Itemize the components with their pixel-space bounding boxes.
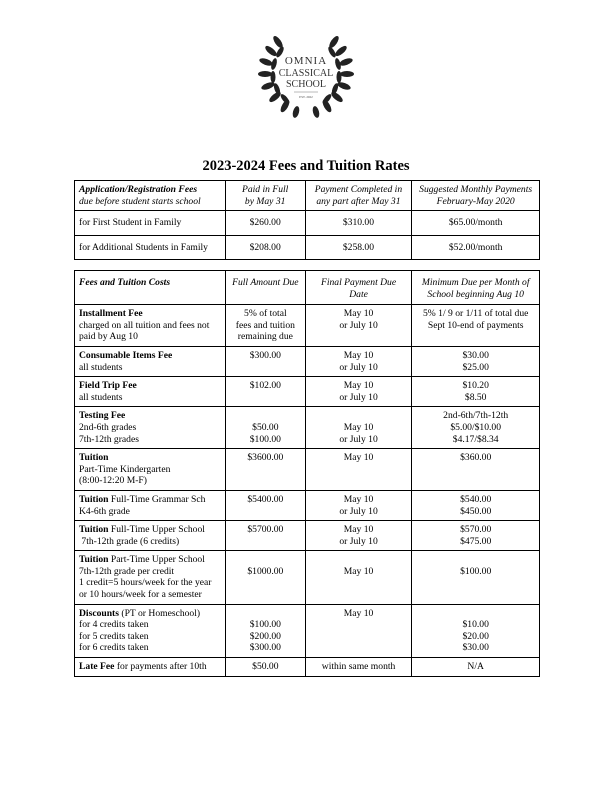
cell-line: $300.00 (249, 349, 281, 361)
due-date-cell (305, 377, 412, 407)
cell-line: $540.00 (460, 493, 492, 505)
cell-line: May 10 (343, 349, 374, 361)
header-line: by May 31 (244, 195, 286, 207)
fees-table-body (75, 305, 540, 676)
monthly-min-cell (412, 407, 540, 449)
fee-description-cell (75, 521, 226, 551)
header-title: Fees and Tuition Costs (79, 277, 171, 288)
cell-line: $4.17/$8.34 (452, 433, 499, 445)
fee-name (79, 554, 221, 566)
cell-line: May 10 (343, 380, 374, 392)
fee-description-cell (75, 449, 226, 491)
monthly-min-cell (412, 449, 540, 491)
cell-line: $3600.00 (247, 452, 284, 464)
header-line: Minimum Due per Month of (421, 277, 530, 288)
fee-name-bold: Testing Fee (79, 410, 126, 422)
fee-detail: K4-6th grade (79, 505, 130, 517)
cell-line: or July 10 (339, 361, 378, 373)
table-cell: for First Student in Family (75, 211, 226, 236)
column-header (412, 181, 540, 211)
fee-detail: or 10 hours/week for a semester (79, 589, 202, 601)
fee-detail: charged on all tuition and fees not (79, 319, 210, 331)
monthly-min-cell (412, 658, 540, 677)
monthly-min-cell (412, 490, 540, 520)
fee-detail: 1 credit=5 hours/week for the year (79, 577, 212, 589)
amount-cell (225, 658, 305, 677)
table-cell: $310.00 (305, 211, 412, 236)
monthly-min-cell (412, 521, 540, 551)
fee-detail: 2nd-6th grades (79, 421, 137, 433)
header-title: Application/Registration Fees (79, 184, 198, 195)
fee-detail: 7th-12th grades (79, 433, 139, 445)
fee-name-rest: Full-Time Upper School (108, 524, 205, 536)
cell-line: $10.00 (462, 619, 489, 631)
cell-line: $475.00 (460, 535, 492, 547)
table-cell: for Additional Students in Family (75, 235, 226, 260)
fee-description-cell (75, 305, 226, 347)
fee-detail: (8:00-12:20 M-F) (79, 475, 147, 487)
cell-line: $100.00 (249, 619, 281, 631)
fee-detail: paid by Aug 10 (79, 331, 138, 343)
cell-line: $50.00 (252, 421, 279, 433)
cell-line: $300.00 (249, 642, 281, 654)
laurel-wreath-icon (256, 22, 356, 122)
column-header (75, 181, 226, 211)
amount-cell (225, 521, 305, 551)
due-date-cell (305, 305, 412, 347)
column-header (412, 271, 540, 305)
table-row (75, 604, 540, 657)
column-header (305, 271, 412, 305)
table-row (75, 521, 540, 551)
cell-line: $450.00 (460, 505, 492, 517)
fee-detail: 7th-12th grade per credit (79, 565, 175, 577)
table-cell: $258.00 (305, 235, 412, 260)
fee-name (79, 524, 221, 536)
monthly-min-cell (412, 551, 540, 604)
table-header-row (75, 271, 540, 305)
cell-line: $25.00 (462, 361, 489, 373)
column-header (225, 181, 305, 211)
header-line: Date (349, 288, 368, 300)
column-header (225, 271, 305, 305)
logo-text-line2: CLASSICAL (278, 68, 334, 79)
due-date-cell (305, 604, 412, 657)
cell-line: May 10 (343, 493, 374, 505)
cell-line: $570.00 (460, 524, 492, 536)
table-row (75, 377, 540, 407)
fee-name-bold: Installment Fee (79, 308, 143, 320)
fee-name-bold: Tuition (79, 554, 109, 566)
spacer (310, 410, 408, 422)
cell-line: Sept 10-end of payments (427, 319, 524, 331)
cell-line: $30.00 (462, 642, 489, 654)
table-row (75, 346, 540, 376)
fee-name-rest: for payments after 10th (114, 661, 207, 673)
cell-line: May 10 (343, 607, 374, 619)
fee-name (79, 661, 221, 673)
header-line: School beginning Aug 10 (427, 288, 524, 300)
amount-cell (225, 604, 305, 657)
fee-name-rest: Part-Time Upper School (108, 554, 205, 566)
column-header (305, 181, 412, 211)
header-line: Suggested Monthly Payments (419, 184, 533, 195)
fee-detail: for 5 credits taken (79, 630, 149, 642)
fee-name-bold: Tuition (79, 452, 109, 464)
table-row (75, 407, 540, 449)
table-row (75, 235, 540, 260)
fee-detail: all students (79, 361, 123, 373)
spacer (416, 554, 535, 566)
logo-text-line3: SCHOOL (285, 79, 327, 90)
cell-line: $5700.00 (247, 524, 284, 536)
cell-line: or July 10 (339, 535, 378, 547)
amount-cell (225, 377, 305, 407)
fee-description-cell (75, 551, 226, 604)
fees-tuition-table (74, 270, 540, 677)
fee-name-rest: (PT or Homeschool) (118, 607, 201, 619)
fee-name-bold: Field Trip Fee (79, 380, 137, 392)
amount-cell (225, 346, 305, 376)
fee-name-bold: Late Fee (79, 661, 115, 673)
cell-line: May 10 (343, 524, 374, 536)
cell-line: or July 10 (339, 319, 378, 331)
monthly-min-cell (412, 604, 540, 657)
cell-line: May 10 (343, 308, 374, 320)
fee-description-cell (75, 346, 226, 376)
cell-line: $360.00 (460, 452, 492, 464)
cell-line: fees and tuition (235, 319, 295, 331)
header-line: Full Amount Due (232, 277, 299, 288)
fee-description-cell (75, 407, 226, 449)
table-cell: $65.00/month (412, 211, 540, 236)
table-header-row (75, 181, 540, 211)
cell-line: May 10 (343, 452, 374, 464)
due-date-cell (305, 521, 412, 551)
monthly-min-cell (412, 346, 540, 376)
cell-line: or July 10 (339, 391, 378, 403)
fee-description-cell (75, 377, 226, 407)
cell-line: within same month (321, 661, 396, 673)
fee-detail: all students (79, 391, 123, 403)
fee-name (79, 308, 221, 320)
spacer (310, 554, 408, 566)
fee-description-cell (75, 604, 226, 657)
fee-name (79, 410, 221, 422)
table-row (75, 305, 540, 347)
cell-line: May 10 (343, 565, 374, 577)
amount-cell (225, 551, 305, 604)
cell-line: or July 10 (339, 505, 378, 517)
amount-cell (225, 407, 305, 449)
fee-name (79, 608, 221, 620)
cell-line: $1000.00 (247, 565, 284, 577)
cell-line: or July 10 (339, 433, 378, 445)
due-date-cell (305, 407, 412, 449)
table-row (75, 449, 540, 491)
page-title: 2023-2024 Fees and Tuition Rates (202, 158, 410, 174)
fee-detail: for 6 credits taken (79, 642, 149, 654)
cell-line: $10.20 (462, 380, 489, 392)
spacer (416, 608, 535, 620)
fee-description-cell (75, 490, 226, 520)
due-date-cell (305, 346, 412, 376)
amount-cell (225, 490, 305, 520)
fee-name-rest: Full-Time Grammar Sch (108, 493, 206, 505)
due-date-cell (305, 490, 412, 520)
cell-line: $5400.00 (247, 493, 284, 505)
table-cell: $260.00 (225, 211, 305, 236)
header-line: Payment Completed in (314, 184, 403, 195)
fee-detail: 7th-12th grade (6 credits) (79, 535, 180, 547)
cell-line: $50.00 (252, 661, 279, 673)
fee-detail: Part-Time Kindergarten (79, 463, 171, 475)
due-date-cell (305, 551, 412, 604)
cell-line: 5% of total (244, 308, 287, 320)
cell-line: $102.00 (249, 380, 281, 392)
cell-line: $8.50 (464, 391, 487, 403)
header-line: any part after May 31 (316, 195, 401, 207)
amount-cell (225, 305, 305, 347)
spacer (230, 608, 301, 620)
cell-line: $100.00 (460, 565, 492, 577)
amount-cell (225, 449, 305, 491)
header-line: Final Payment Due (320, 277, 397, 288)
logo-text-line1: OMNIA (284, 55, 328, 67)
fee-description-cell (75, 658, 226, 677)
cell-line: May 10 (343, 421, 374, 433)
table-cell: $208.00 (225, 235, 305, 260)
cell-line: $200.00 (249, 630, 281, 642)
school-logo (256, 22, 356, 122)
table-row (75, 490, 540, 520)
cell-line: remaining due (237, 331, 293, 343)
cell-line: 2nd-6th/7th-12th (443, 410, 509, 422)
fee-name (79, 494, 221, 506)
header-line: Paid in Full (241, 184, 289, 195)
header-line: February-May 2020 (436, 195, 515, 207)
monthly-min-cell (412, 305, 540, 347)
table-cell: $52.00/month (412, 235, 540, 260)
monthly-min-cell (412, 377, 540, 407)
fee-name (79, 452, 221, 464)
fee-name-bold: Discounts (79, 607, 119, 619)
cell-line: 5% 1/ 9 or 1/11 of total due (422, 308, 529, 320)
due-date-cell (305, 449, 412, 491)
logo-established: EST. 2022 (299, 95, 313, 99)
cell-line: $30.00 (462, 349, 489, 361)
fee-name (79, 350, 221, 362)
due-date-cell (305, 658, 412, 677)
table-row (75, 551, 540, 604)
cell-line: $20.00 (462, 630, 489, 642)
application-fees-table (74, 180, 540, 260)
spacer (230, 554, 301, 566)
cell-line: $100.00 (249, 433, 281, 445)
table-row (75, 658, 540, 677)
fee-name-bold: Consumable Items Fee (79, 349, 173, 361)
fee-name-bold: Tuition (79, 493, 109, 505)
fee-name-bold: Tuition (79, 524, 109, 536)
spacer (230, 410, 301, 422)
table-row (75, 211, 540, 236)
header-subtitle: due before student starts school (79, 195, 201, 207)
fee-name (79, 380, 221, 392)
cell-line: N/A (467, 661, 484, 673)
column-header (75, 271, 226, 305)
fee-detail: for 4 credits taken (79, 619, 149, 631)
cell-line: $5.00/$10.00 (450, 421, 501, 433)
